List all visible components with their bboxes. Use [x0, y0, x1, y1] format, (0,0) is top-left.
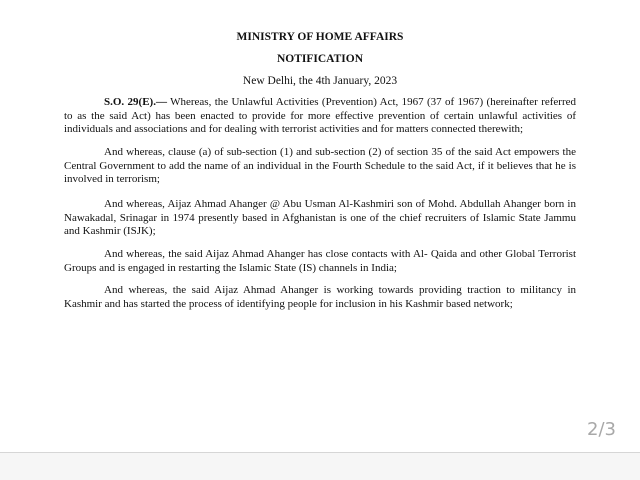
paragraph-5-text: And whereas, the said Aijaz Ahmad Ahanger is working towards providing traction to militancy in Kashmir and has started the process of identifying people for inclusion in his Kashmir based network;	[64, 284, 576, 310]
paragraph-1-text: Whereas, the Unlawful Activities (Prevention) Act, 1967 (37 of 1967) (hereinafter referred to as the said Act) has been enacted to provide for more effective prevention of certain unlawful activities of individuals and associations and for dealing with terrorist activities and for matters connected therewith;	[64, 96, 576, 135]
page-counter: 2/3	[587, 419, 616, 440]
place-date: New Delhi, the 4th January, 2023	[242, 75, 398, 87]
viewer-bottom-area	[0, 453, 640, 480]
paragraph-5	[64, 284, 576, 311]
paragraph-1	[64, 96, 576, 137]
paragraph-2	[64, 146, 576, 187]
paragraph-3	[64, 198, 576, 239]
ministry-title: MINISTRY OF HOME AFFAIRS	[236, 31, 404, 43]
notification-heading: NOTIFICATION	[276, 53, 364, 65]
paragraph-2-text: And whereas, clause (a) of sub-section (1) and sub-section (2) of section 35 of the said Act empowers the Central Government to add the name of an individual in the Fourth Schedule to the said Act, if it believes that he is involved in terrorism;	[64, 146, 576, 185]
paragraph-3-text: And whereas, Aijaz Ahmad Ahanger @ Abu Usman Al-Kashmiri son of Mohd. Abdullah Ahanger born in Nawakadal, Srinagar in 1974 presently based in Afghanistan is one of the chief recruiters of Islamic State Jammu and Kashmir (ISJK);	[64, 198, 576, 237]
order-number: S.O. 29(E).—	[104, 96, 167, 108]
paragraph-4	[64, 248, 576, 275]
paragraph-4-text: And whereas, the said Aijaz Ahmad Ahanger has close contacts with Al- Qaida and other Global Terrorist Groups and is engaged in restarting the Islamic State (IS) channels in India;	[64, 248, 576, 274]
